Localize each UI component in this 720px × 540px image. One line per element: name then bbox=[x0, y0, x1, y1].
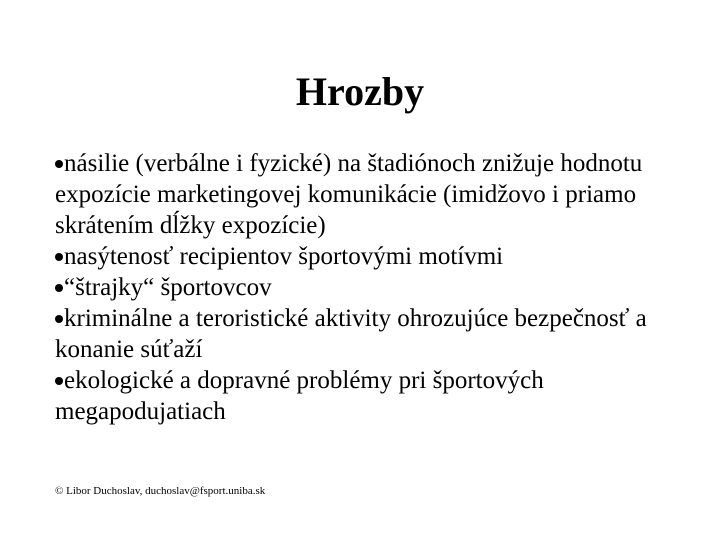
bullet-item-violence bbox=[55, 148, 695, 241]
bullet-icon bbox=[55, 160, 63, 168]
footer-copyright: © Libor Duchoslav, duchoslav@fsport.uniba.sk bbox=[55, 485, 266, 497]
bullet-icon bbox=[55, 284, 63, 292]
slide-title bbox=[0, 68, 720, 116]
bullet-text: nasýtenosť recipientov športovými motívmi bbox=[64, 243, 504, 270]
bullet-text: ekologické a dopravné problémy pri športových megapodujatiach bbox=[55, 367, 544, 425]
bullet-text: “štrajky“ športovcov bbox=[64, 274, 272, 301]
slide-title-text: Hrozby bbox=[295, 69, 425, 114]
bullet-text: násilie (verbálne i fyzické) na štadiónoch znižuje hodnotu expozície marketingovej komunikácie (imidžovo i priamo skrátením dĺžky expozície) bbox=[55, 150, 643, 239]
bullet-item-crime bbox=[55, 303, 695, 365]
bullet-item-strikes bbox=[55, 272, 695, 303]
bullet-icon bbox=[55, 253, 63, 261]
bullet-icon bbox=[55, 377, 63, 385]
bullet-icon bbox=[55, 315, 63, 323]
bullet-text: kriminálne a teroristické aktivity ohrozujúce bezpečnosť a konanie súťaží bbox=[55, 305, 647, 363]
bullet-list bbox=[55, 148, 695, 427]
bullet-item-saturation bbox=[55, 241, 695, 272]
bullet-item-ecology bbox=[55, 365, 695, 427]
